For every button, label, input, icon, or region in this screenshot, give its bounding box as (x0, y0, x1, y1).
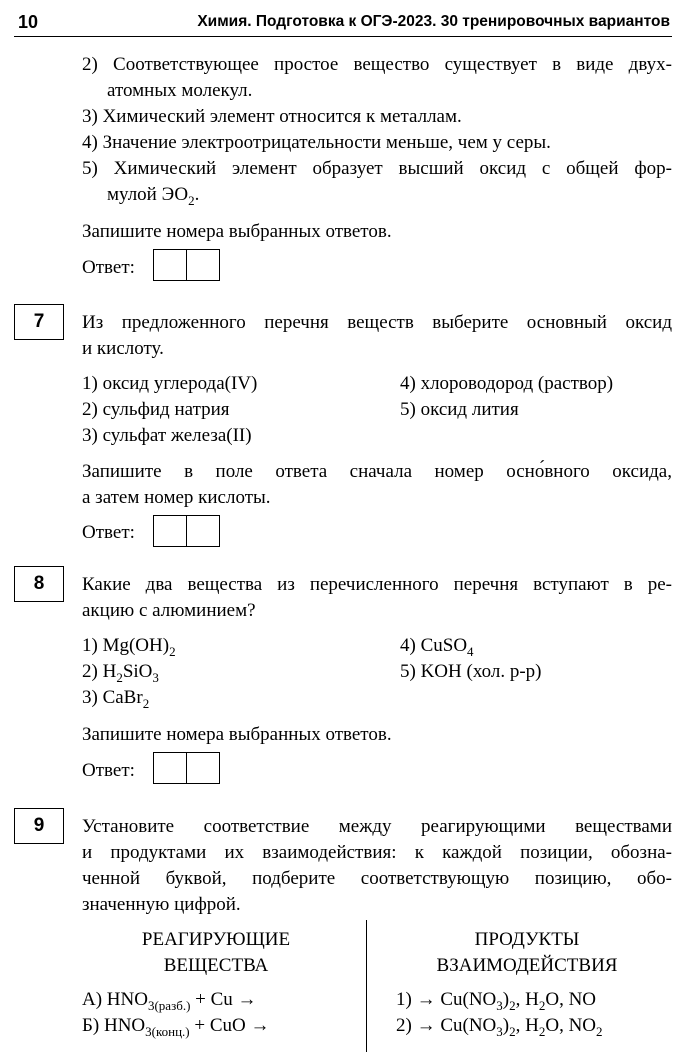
q7-number-box: 7 (14, 304, 64, 340)
q9-text-line-2: и продуктами их взаимодействия: к каждой позиции, обозна- (82, 842, 672, 863)
q8-text-line-2: акцию с алюминием? (82, 600, 256, 621)
q8-answer-label: Ответ: (82, 760, 135, 781)
q9-right-column-header-1: ПРОДУКТЫ (474, 929, 580, 950)
q9-left-column-header-1: РЕАГИРУЮЩИЕ (141, 929, 291, 950)
q7-option-3: 3) сульфат железа(II) (82, 425, 252, 446)
q6-answer-label: Ответ: (82, 257, 135, 278)
q8-text-line-1: Какие два вещества из перечисленного перечня вступают в ре- (82, 574, 672, 595)
q6-option-4: 4) Значение электроотрицательности меньше, чем у серы. (82, 132, 551, 153)
q6-option-3: 3) Химический элемент относится к металлам. (82, 106, 462, 127)
q9-number-box: 9 (14, 808, 64, 844)
q8-number-box: 8 (14, 566, 64, 602)
q6-answer-cell-1[interactable] (153, 249, 187, 281)
q9-right-column-header-2: ВЗАИМОДЕЙСТВИЯ (436, 955, 618, 976)
q7-option-5: 5) оксид лития (400, 399, 519, 420)
q8-option-4: 4) CuSO$_4$ (400, 635, 474, 659)
q7-text-line-2: и кислоту. (82, 338, 164, 359)
q9-reactants-row-b: Б) $HNO_{3(конц.)}$ + CuO → (82, 1015, 270, 1039)
page-header (14, 8, 672, 37)
q9-text-line-3: ченной буквой, подберите соответствующую позицию, обо- (82, 868, 672, 889)
q6-option-2-line-2: атомных молекул. (107, 80, 253, 101)
q7-instruction-line-1: Запишите в поле ответа сначала номер осно́вного оксида, (82, 461, 672, 482)
page-number: 10 (18, 12, 39, 32)
q7-option-2: 2) сульфид натрия (82, 399, 230, 420)
q9-reactants-row-a: А) $HNO_{3(разб.)} + Cu$ → (82, 989, 257, 1013)
q8-option-5: 5) KOH (хол. р-р) (400, 661, 542, 682)
q8-answer-cell-2[interactable] (186, 752, 220, 784)
q9-text-line-4: значенную цифрой. (82, 894, 241, 915)
q6-answer-cell-2[interactable] (186, 249, 220, 281)
running-title: Химия. Подготовка к ОГЭ-2023. 30 тренировочных вариантов (197, 13, 670, 30)
q8-answer-cell-1[interactable] (153, 752, 187, 784)
q9-product-2: $2) \to Cu(NO_3)_2$, $H_2O$, $NO_2$ (396, 1015, 603, 1039)
q7-answer-cell-1[interactable] (153, 515, 187, 547)
q7-answer-label: Ответ: (82, 522, 135, 543)
q9-text-line-1: Установите соответствие между реагирующими веществами (82, 816, 672, 837)
q9-product-1: $1) \to Cu(NO_3)_2$, $H_2O$, NO (396, 989, 597, 1013)
q9-left-column-header-2: ВЕЩЕСТВА (163, 955, 269, 976)
q9-column-divider (366, 920, 367, 1052)
q6-option-5-line-2: мулой $ЭО_2$. (107, 184, 200, 208)
q8-option-1: 1) $Mg(OH)_2$ (82, 635, 176, 659)
q6-option-5-line-1: 5) Химический элемент образует высший оксид с общей фор- (82, 158, 672, 179)
q6-option-2-line-1: 2) Соответствующее простое вещество существует в виде двух- (82, 54, 672, 75)
q7-instruction-line-2: а затем номер кислоты. (82, 487, 271, 508)
q8-option-2: 2) $H_2SiO_3$ (82, 661, 159, 685)
q8-instruction: Запишите номера выбранных ответов. (82, 724, 392, 745)
q6-instruction: Запишите номера выбранных ответов. (82, 221, 392, 242)
q7-option-1: 1) оксид углерода(IV) (82, 373, 258, 394)
q7-text-line-1: Из предложенного перечня веществ выберите основный оксид (82, 312, 672, 333)
q7-option-4: 4) хлороводород (раствор) (400, 373, 614, 394)
q8-option-3: 3) CaBr$_2$ (82, 687, 150, 711)
q7-answer-cell-2[interactable] (186, 515, 220, 547)
